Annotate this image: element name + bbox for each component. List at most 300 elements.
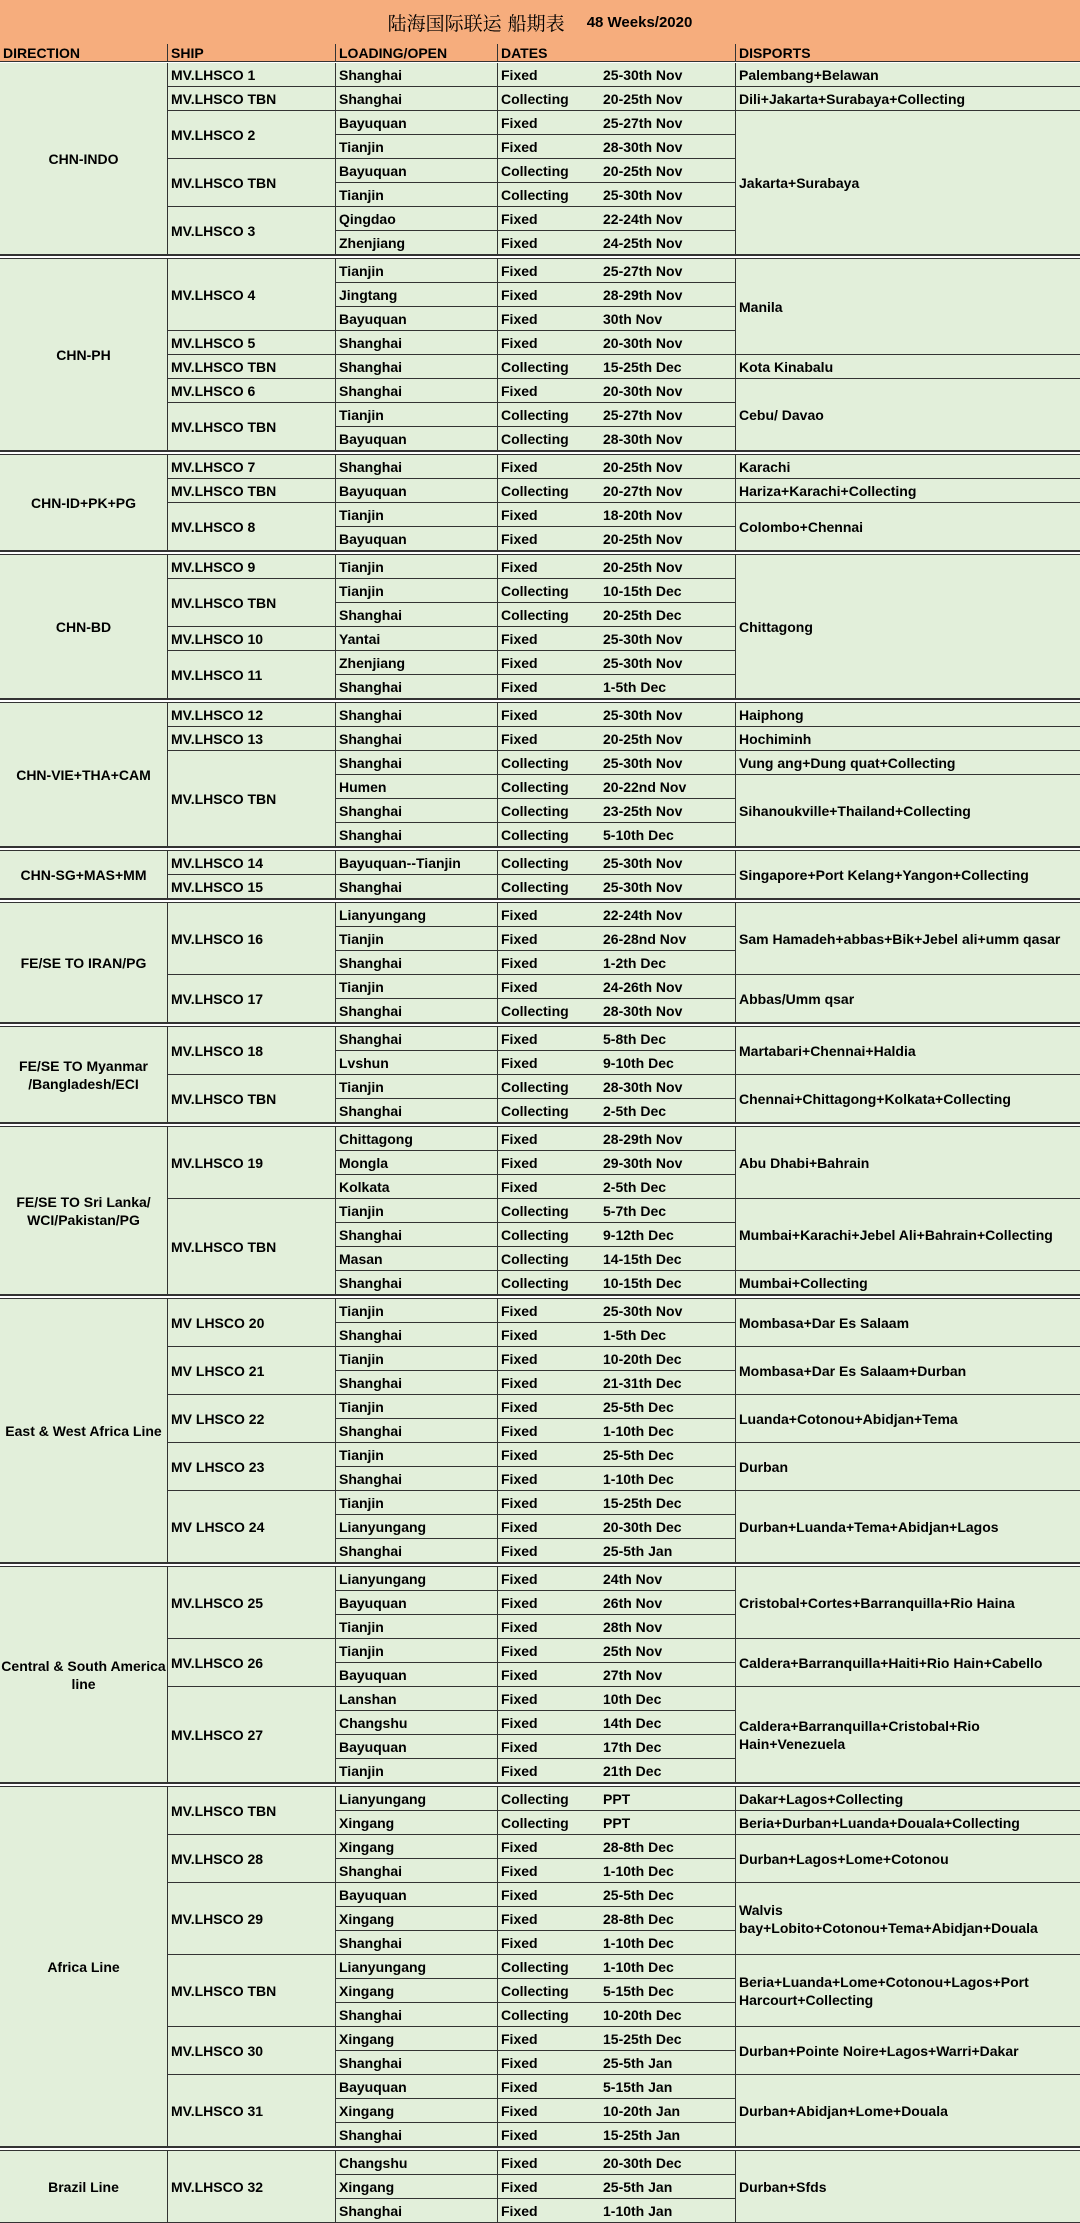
dates-cell [498,2075,736,2099]
loading-port-cell: Lianyungang [336,1515,498,1539]
ship-cell: MV.LHSCO 32 [168,2151,336,2223]
dates-cell [498,2123,736,2147]
date-range: 17th Dec [603,1738,662,1755]
date-range: 22-24th Nov [603,210,683,227]
date-range: 25-30th Nov [603,706,683,723]
loading-port-cell: Tianjin [336,135,498,159]
loading-port-cell: Tianjin [336,579,498,603]
sheet-title [0,0,1080,46]
loading-port-cell: Bayuquan [336,159,498,183]
ship-cell: MV LHSCO 21 [168,1347,336,1395]
ship-cell: MV.LHSCO 17 [168,975,336,1023]
booking-status: Collecting [501,878,569,895]
booking-status: Fixed [501,2078,538,2095]
booking-status: Collecting [501,582,569,599]
loading-port-cell: Xingang [336,1979,498,2003]
loading-port-cell: Shanghai [336,63,498,87]
date-range: 25-5th Dec [603,1446,674,1463]
ship-cell: MV.LHSCO 5 [168,331,336,355]
loading-port-cell: Qingdao [336,207,498,231]
booking-status: Fixed [501,1838,538,1855]
ship-cell: MV.LHSCO TBN [168,1787,336,1835]
dates-cell [498,1687,736,1711]
ship-cell: MV LHSCO 20 [168,1299,336,1347]
disports-cell: Durban [736,1443,1080,1491]
disports-cell: Cebu/ Davao [736,379,1080,451]
dates-cell [498,775,736,799]
ship-cell: MV.LHSCO 2 [168,111,336,159]
dates-cell [498,799,736,823]
date-range: 25-30th Nov [603,186,683,203]
date-range: 10-15th Dec [603,582,682,599]
loading-port-cell: Lvshun [336,1051,498,1075]
disports-cell: Palembang+Belawan [736,63,1080,87]
disports-cell: Caldera+Barranquilla+Cristobal+Rio Hain+Venezuela [736,1687,1080,1783]
loading-port-cell: Bayuquan--Tianjin [336,851,498,875]
booking-status: Fixed [501,1594,538,1611]
date-range: 28-29th Nov [603,286,683,303]
loading-port-cell: Bayuquan [336,479,498,503]
ship-cell: MV LHSCO 23 [168,1443,336,1491]
loading-port-cell: Xingang [336,1907,498,1931]
loading-port-cell: Mongla [336,1151,498,1175]
booking-status: Fixed [501,262,538,279]
booking-status: Fixed [501,1130,538,1147]
dates-cell [498,999,736,1023]
dates-cell [498,1735,736,1759]
date-range: 15-25th Jan [603,2126,681,2143]
loading-port-cell: Shanghai [336,379,498,403]
dates-cell [498,1223,736,1247]
ship-cell: MV.LHSCO 19 [168,1127,336,1199]
loading-port-cell: Shanghai [336,355,498,379]
loading-port-cell: Shanghai [336,455,498,479]
booking-status: Fixed [501,1738,538,1755]
booking-status: Fixed [501,1934,538,1951]
dates-cell [498,1515,736,1539]
booking-status: Fixed [501,2102,538,2119]
loading-port-cell: Tianjin [336,503,498,527]
date-range: 20-30th Dec [603,1518,682,1535]
date-range: 1-10th Jan [603,2202,673,2219]
date-range: 25-30th Nov [603,754,683,771]
loading-port-cell: Yantai [336,627,498,651]
dates-cell [498,2151,736,2175]
disports-cell: Martabari+Chennai+Haldia [736,1027,1080,1075]
date-range: 28-30th Nov [603,138,683,155]
dates-cell [498,823,736,847]
date-range: 1-10th Dec [603,1470,674,1487]
ship-cell: MV.LHSCO 7 [168,455,336,479]
dates-cell [498,1835,736,1859]
date-range: 10-15th Dec [603,1274,682,1291]
date-range: 25th Nov [603,1642,663,1659]
booking-status: Fixed [501,506,538,523]
dates-cell [498,1539,736,1563]
dates-cell [498,355,736,379]
booking-status: Collecting [501,1274,569,1291]
direction-cell: CHN-SG+MAS+MM [0,851,168,899]
booking-status: Fixed [501,1470,538,1487]
dates-cell [498,1979,736,2003]
loading-port-cell: Tianjin [336,1395,498,1419]
date-range: 5-10th Dec [603,826,674,843]
ship-cell: MV.LHSCO 11 [168,651,336,699]
date-range: 21th Dec [603,1762,662,1779]
dates-cell [498,1395,736,1419]
disports-cell: Mumbai+Collecting [736,1271,1080,1295]
disports-cell: Singapore+Port Kelang+Yangon+Collecting [736,851,1080,899]
booking-status: Collecting [501,854,569,871]
dates-cell [498,1199,736,1223]
date-range: 15-25th Dec [603,2030,682,2047]
date-range: 25-30th Nov [603,654,683,671]
disports-cell: Abbas/Umm qsar [736,975,1080,1023]
ship-cell: MV.LHSCO TBN [168,1199,336,1295]
date-range: 28-29th Nov [603,1130,683,1147]
ship-cell: MV.LHSCO TBN [168,1955,336,2027]
booking-status: Collecting [501,1202,569,1219]
booking-status: Fixed [501,234,538,251]
ship-cell: MV.LHSCO 14 [168,851,336,875]
loading-port-cell: Shanghai [336,1323,498,1347]
loading-port-cell: Tianjin [336,1347,498,1371]
loading-port-cell: Changshu [336,1711,498,1735]
booking-status: Collecting [501,482,569,499]
date-range: 26th Nov [603,1594,663,1611]
loading-port-cell: Shanghai [336,1371,498,1395]
loading-port-cell: Shanghai [336,675,498,699]
ship-cell: MV.LHSCO 12 [168,703,336,727]
dates-cell [498,159,736,183]
booking-status: Fixed [501,978,538,995]
dates-cell [498,331,736,355]
booking-status: Fixed [501,310,538,327]
dates-cell [498,1443,736,1467]
booking-status: Fixed [501,1350,538,1367]
dates-cell [498,2175,736,2199]
disports-cell: Mumbai+Karachi+Jebel Ali+Bahrain+Collecting [736,1199,1080,1271]
loading-port-cell: Zhenjiang [336,651,498,675]
date-range: 1-2th Dec [603,954,667,971]
dates-cell [498,1811,736,1835]
ship-cell: MV.LHSCO 26 [168,1639,336,1687]
loading-port-cell: Shanghai [336,875,498,899]
date-range: 25-5th Jan [603,2178,673,2195]
date-range: 20-25th Nov [603,90,683,107]
booking-status: Fixed [501,66,538,83]
booking-status: Fixed [501,1690,538,1707]
booking-status: Fixed [501,654,538,671]
date-range: 1-5th Dec [603,678,667,695]
loading-port-cell: Tianjin [336,555,498,579]
booking-status: Collecting [501,358,569,375]
disports-cell: Jakarta+Surabaya [736,111,1080,255]
dates-cell [498,111,736,135]
date-range: 9-10th Dec [603,1054,674,1071]
booking-status: Collecting [501,802,569,819]
dates-cell [498,751,736,775]
booking-status: Fixed [501,630,538,647]
ship-cell: MV.LHSCO 6 [168,379,336,403]
loading-port-cell: Shanghai [336,823,498,847]
date-range: 20-25th Dec [603,606,682,623]
loading-port-cell: Tianjin [336,1759,498,1783]
booking-status: Fixed [501,1886,538,1903]
dates-cell [498,307,736,331]
dates-cell [498,903,736,927]
disports-cell: Kota Kinabalu [736,355,1080,379]
disports-cell: Hariza+Karachi+Collecting [736,479,1080,503]
booking-status: Fixed [501,906,538,923]
loading-port-cell: Shanghai [336,1467,498,1491]
dates-cell [498,875,736,899]
booking-status: Collecting [501,406,569,423]
disports-cell: Karachi [736,455,1080,479]
dates-cell [498,951,736,975]
date-range: 25-27th Nov [603,406,683,423]
dates-cell [498,503,736,527]
title-weeks: 48 Weeks/2020 [586,13,693,31]
direction-cell: Brazil Line [0,2151,168,2223]
dates-cell [498,427,736,451]
loading-port-cell: Shanghai [336,999,498,1023]
loading-port-cell: Shanghai [336,1027,498,1051]
date-range: 18-20th Nov [603,506,683,523]
loading-port-cell: Tianjin [336,1491,498,1515]
loading-port-cell: Tianjin [336,1075,498,1099]
dates-cell [498,627,736,651]
date-range: 29-30th Nov [603,1154,683,1171]
dates-cell [498,1663,736,1687]
loading-port-cell: Lianyungang [336,903,498,927]
dates-cell [498,2099,736,2123]
dates-cell [498,1271,736,1295]
booking-status: Fixed [501,1054,538,1071]
loading-port-cell: Shanghai [336,1419,498,1443]
date-range: 26-28nd Nov [603,930,687,947]
date-range: 20-25th Nov [603,162,683,179]
dates-cell [498,927,736,951]
date-range: 20-25th Nov [603,530,683,547]
date-range: 1-10th Dec [603,1958,674,1975]
date-range: 25-5th Dec [603,1398,674,1415]
disports-cell: Sihanoukville+Thailand+Collecting [736,775,1080,847]
direction-cell: FE/SE TO Sri Lanka/ WCI/Pakistan/PG [0,1127,168,1295]
loading-port-cell: Lianyungang [336,1567,498,1591]
booking-status: Fixed [501,458,538,475]
dates-cell [498,1711,736,1735]
dates-cell [498,135,736,159]
ship-cell: MV.LHSCO 16 [168,903,336,975]
booking-status: Fixed [501,2178,538,2195]
dates-cell [498,231,736,255]
disports-cell: Beria+Luanda+Lome+Cotonou+Lagos+Port Harcourt+Collecting [736,1955,1080,2027]
dates-cell [498,2051,736,2075]
disports-cell: Durban+Lagos+Lome+Cotonou [736,1835,1080,1883]
dates-cell [498,1075,736,1099]
disports-cell: Colombo+Chennai [736,503,1080,551]
dates-cell [498,1567,736,1591]
loading-port-cell: Tianjin [336,183,498,207]
booking-status: Fixed [501,2126,538,2143]
ship-cell: MV.LHSCO 31 [168,2075,336,2147]
dates-cell [498,1491,736,1515]
disports-cell: Durban+Luanda+Tema+Abidjan+Lagos [736,1491,1080,1563]
loading-port-cell: Shanghai [336,2051,498,2075]
booking-status: Fixed [501,1910,538,1927]
loading-port-cell: Shanghai [336,1099,498,1123]
dates-cell [498,283,736,307]
disports-cell: Beria+Durban+Luanda+Douala+Collecting [736,1811,1080,1835]
booking-status: Fixed [501,706,538,723]
date-range: 23-25th Nov [603,802,683,819]
booking-status: Fixed [501,2154,538,2171]
date-range: 20-25th Nov [603,558,683,575]
date-range: 28-30th Nov [603,1078,683,1095]
booking-status: Fixed [501,1570,538,1587]
booking-status: Collecting [501,1002,569,1019]
disports-cell: Manila [736,259,1080,355]
booking-status: Fixed [501,1666,538,1683]
loading-port-cell: Shanghai [336,2003,498,2027]
disports-cell: Walvis bay+Lobito+Cotonou+Tema+Abidjan+Douala [736,1883,1080,1955]
dates-cell [498,851,736,875]
dates-cell [498,1027,736,1051]
date-range: PPT [603,1814,631,1831]
dates-cell [498,727,736,751]
ship-cell: MV.LHSCO TBN [168,1075,336,1123]
booking-status: Fixed [501,1542,538,1559]
booking-status: Fixed [501,1422,538,1439]
booking-status: Collecting [501,1790,569,1807]
dates-cell [498,1591,736,1615]
loading-port-cell: Jingtang [336,283,498,307]
date-range: 10-20th Dec [603,1350,682,1367]
date-range: 1-5th Dec [603,1326,667,1343]
dates-cell [498,527,736,551]
booking-status: Fixed [501,1714,538,1731]
col-header-loading: LOADING/OPEN [336,44,498,62]
dates-cell [498,579,736,603]
booking-status: Fixed [501,2202,538,2219]
date-range: 5-8th Dec [603,1030,667,1047]
direction-cell: Africa Line [0,1787,168,2147]
loading-port-cell: Humen [336,775,498,799]
date-range: 20-27th Nov [603,482,683,499]
booking-status: Collecting [501,1958,569,1975]
loading-port-cell: Bayuquan [336,1663,498,1687]
booking-status: Fixed [501,210,538,227]
dates-cell [498,87,736,111]
ship-cell: MV.LHSCO 25 [168,1567,336,1639]
dates-cell [498,703,736,727]
dates-cell [498,1859,736,1883]
dates-cell [498,183,736,207]
date-range: 10-20th Jan [603,2102,681,2119]
loading-port-cell: Shanghai [336,703,498,727]
dates-cell [498,1127,736,1151]
booking-status: Fixed [501,1178,538,1195]
disports-cell: Durban+Pointe Noire+Lagos+Warri+Dakar [736,2027,1080,2075]
disports-cell: Sam Hamadeh+abbas+Bik+Jebel ali+umm qasar [736,903,1080,975]
booking-status: Fixed [501,1326,538,1343]
date-range: 1-10th Dec [603,1934,674,1951]
date-range: 25-30th Nov [603,878,683,895]
booking-status: Collecting [501,1982,569,1999]
disports-cell: Chittagong [736,555,1080,699]
loading-port-cell: Tianjin [336,403,498,427]
booking-status: Fixed [501,558,538,575]
booking-status: Fixed [501,1446,538,1463]
date-range: 24-25th Nov [603,234,683,251]
col-header-dates: DATES [498,44,736,62]
dates-cell [498,1931,736,1955]
date-range: 28-8th Dec [603,1838,674,1855]
booking-status: Fixed [501,1762,538,1779]
dates-cell [498,1347,736,1371]
ship-cell: MV.LHSCO TBN [168,579,336,627]
booking-status: Collecting [501,1102,569,1119]
date-range: 27th Nov [603,1666,663,1683]
date-range: 28th Nov [603,1618,663,1635]
loading-port-cell: Shanghai [336,87,498,111]
booking-status: Fixed [501,1374,538,1391]
direction-cell: East & West Africa Line [0,1299,168,1563]
booking-status: Collecting [501,90,569,107]
direction-cell: CHN-BD [0,555,168,699]
ship-cell: MV.LHSCO TBN [168,403,336,451]
direction-cell: FE/SE TO Myanmar /Bangladesh/ECI [0,1027,168,1123]
ship-cell: MV.LHSCO 1 [168,63,336,87]
loading-port-cell: Xingang [336,2027,498,2051]
ship-cell: MV.LHSCO 4 [168,259,336,331]
dates-cell [498,1419,736,1443]
booking-status: Fixed [501,1862,538,1879]
loading-port-cell: Shanghai [336,2123,498,2147]
loading-port-cell: Shanghai [336,603,498,627]
date-range: 1-10th Dec [603,1862,674,1879]
dates-cell [498,2199,736,2223]
date-range: 25-5th Jan [603,1542,673,1559]
ship-cell: MV.LHSCO 13 [168,727,336,751]
ship-cell: MV.LHSCO 9 [168,555,336,579]
dates-cell [498,479,736,503]
col-header-ship: SHIP [168,44,336,62]
ship-cell: MV.LHSCO TBN [168,479,336,503]
ship-cell: MV LHSCO 24 [168,1491,336,1563]
ship-cell: MV.LHSCO TBN [168,355,336,379]
dates-cell [498,1883,736,1907]
date-range: 24-26th Nov [603,978,683,995]
dates-cell [498,1907,736,1931]
disports-cell: Chennai+Chittagong+Kolkata+Collecting [736,1075,1080,1123]
dates-cell [498,1247,736,1271]
booking-status: Collecting [501,606,569,623]
loading-port-cell: Masan [336,1247,498,1271]
disports-cell: Dakar+Lagos+Collecting [736,1787,1080,1811]
loading-port-cell: Tianjin [336,1299,498,1323]
dates-cell [498,1099,736,1123]
dates-cell [498,555,736,579]
loading-port-cell: Bayuquan [336,307,498,331]
dates-cell [498,975,736,999]
loading-port-cell: Shanghai [336,1271,498,1295]
date-range: 14-15th Dec [603,1250,682,1267]
date-range: 5-15th Dec [603,1982,674,1999]
ship-cell: MV.LHSCO 29 [168,1883,336,1955]
ship-cell: MV LHSCO 22 [168,1395,336,1443]
